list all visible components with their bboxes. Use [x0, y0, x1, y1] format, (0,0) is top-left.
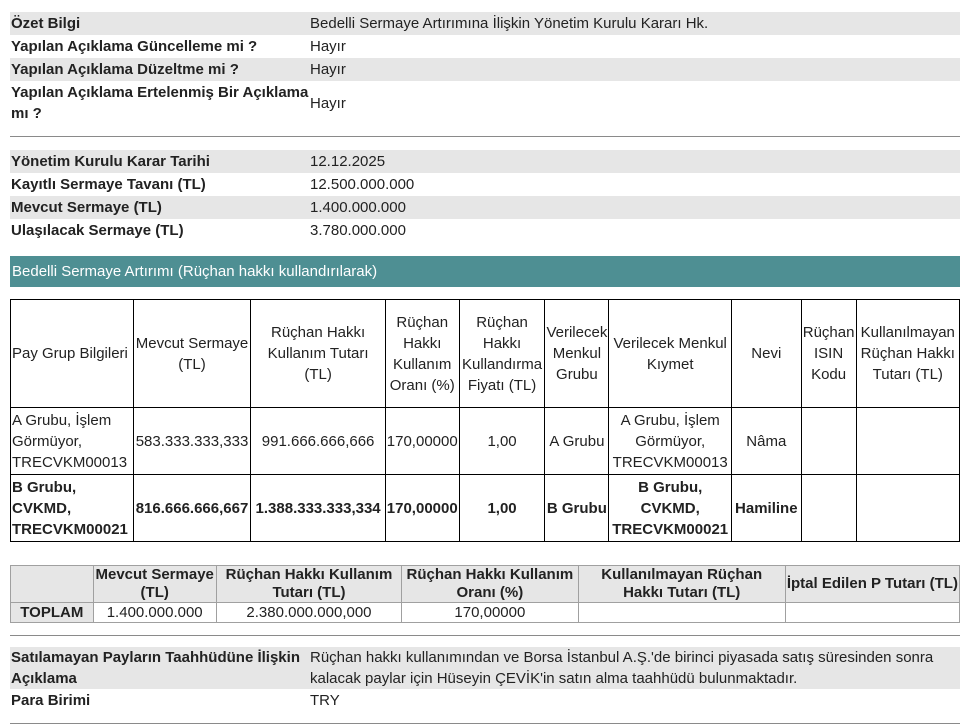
table-cell: A Grubu, İşlem Görmüyor, TRECVKM00013: [609, 408, 732, 475]
decision-date-label: Yönetim Kurulu Karar Tarihi: [11, 153, 210, 170]
table-header-cell: Mevcut Sermaye (TL): [133, 300, 251, 408]
separator: [10, 635, 960, 636]
table-cell: 170,00000: [385, 408, 459, 475]
totals-label: TOPLAM: [11, 603, 94, 623]
table-cell: B Grubu: [545, 475, 609, 542]
totals-cell: [578, 603, 785, 623]
table-row: [11, 475, 960, 542]
summary-value: Bedelli Sermaye Artırımına İlişkin Yönetim Kurulu Kararı Hk.: [310, 15, 709, 32]
table-header-cell: Rüçhan Hakkı Kullanım Oranı (%): [385, 300, 459, 408]
table-header-cell: Kullanılmayan Rüçhan Hakkı Tutarı (TL): [856, 300, 959, 408]
table-cell: 583.333.333,333: [133, 408, 251, 475]
table-cell: 1,00: [459, 408, 545, 475]
table-cell: [856, 475, 959, 542]
deferred-label: Yapılan Açıklama Ertelenmiş Bir Açıklama mı ?: [11, 84, 309, 122]
table-cell: 991.666.666,666: [251, 408, 385, 475]
section-title: Bedelli Sermaye Artırımı (Rüçhan hakkı kullandırılarak): [10, 256, 960, 287]
registered-capital-row: [10, 173, 960, 196]
table-header-cell: Rüçhan Hakkı Kullanım Tutarı (TL): [251, 300, 385, 408]
table-cell: 816.666.666,667: [133, 475, 251, 542]
target-capital-label: Ulaşılacak Sermaye (TL): [11, 222, 184, 239]
commitment-value: Rüçhan hakkı kullanımından ve Borsa İstanbul A.Ş.'de birinci piyasada satış süresinden sonra kalacak paylar için Hüseyin ÇEVİK'in satın alma taahhüdü bulunmaktadır.: [310, 649, 934, 687]
totals-header-cell: Mevcut Sermaye (TL): [93, 566, 216, 603]
table-row: [11, 408, 960, 475]
table-header-cell: Rüçhan ISIN Kodu: [801, 300, 856, 408]
totals-cell: 2.380.000.000,000: [216, 603, 401, 623]
summary-row: [10, 12, 960, 35]
separator: [10, 136, 960, 137]
currency-row: [10, 689, 960, 712]
table-cell: 170,00000: [385, 475, 459, 542]
summary-label: Özet Bilgi: [11, 15, 81, 32]
correction-value: Hayır: [310, 61, 346, 78]
table-cell: 1,00: [459, 475, 545, 542]
update-row: [10, 35, 960, 58]
table-header-cell: Pay Grup Bilgileri: [11, 300, 134, 408]
registered-capital-label: Kayıtlı Sermaye Tavanı (TL): [11, 176, 206, 193]
totals-header-row: [11, 566, 960, 603]
table-header-cell: Nevi: [732, 300, 802, 408]
target-capital-value: 3.780.000.000: [310, 222, 406, 239]
decision-date-value: 12.12.2025: [310, 153, 386, 170]
table-header-cell: Rüçhan Hakkı Kullandırma Fiyatı (TL): [459, 300, 545, 408]
totals-cell: 170,00000: [402, 603, 578, 623]
table-header-cell: Verilecek Menkul Kıymet: [609, 300, 732, 408]
separator: [10, 723, 960, 724]
correction-label: Yapılan Açıklama Düzeltme mi ?: [11, 61, 239, 78]
totals-cell: [785, 603, 959, 623]
totals-header-cell: Rüçhan Hakkı Kullanım Tutarı (TL): [216, 566, 401, 603]
table-cell: A Grubu, İşlem Görmüyor, TRECVKM00013: [11, 408, 134, 475]
update-value: Hayır: [310, 38, 346, 55]
table-cell: B Grubu, CVKMD, TRECVKM00021: [609, 475, 732, 542]
current-capital-label: Mevcut Sermaye (TL): [11, 199, 162, 216]
current-capital-row: [10, 196, 960, 219]
table-cell: [856, 408, 959, 475]
deferred-value: Hayır: [310, 94, 346, 112]
decision-date-row: [10, 150, 960, 173]
commitment-row: [10, 647, 960, 689]
table-header-cell: Verilecek Menkul Grubu: [545, 300, 609, 408]
target-capital-row: [10, 219, 960, 242]
correction-row: [10, 58, 960, 81]
totals-table: [10, 565, 960, 623]
table-cell: B Grubu, CVKMD, TRECVKM00021: [11, 475, 134, 542]
table-header-row: [11, 300, 960, 408]
totals-header-cell: Rüçhan Hakkı Kullanım Oranı (%): [402, 566, 578, 603]
deferred-row: [10, 81, 960, 125]
totals-row: [11, 603, 960, 623]
registered-capital-value: 12.500.000.000: [310, 176, 415, 193]
table-cell: Nâma: [732, 408, 802, 475]
update-label: Yapılan Açıklama Güncelleme mi ?: [11, 38, 258, 55]
totals-header-cell: İptal Edilen P Tutarı (TL): [785, 566, 959, 603]
current-capital-value: 1.400.000.000: [310, 199, 406, 216]
share-group-table: [10, 299, 960, 542]
table-cell: [801, 475, 856, 542]
currency-value: TRY: [310, 692, 340, 709]
currency-label: Para Birimi: [11, 692, 91, 709]
totals-header-cell: [11, 566, 94, 603]
table-cell: Hamiline: [732, 475, 802, 542]
totals-cell: 1.400.000.000: [93, 603, 216, 623]
commitment-label: Satılamayan Payların Taahhüdüne İlişkin Açıklama: [11, 649, 300, 687]
table-cell: [801, 408, 856, 475]
totals-header-cell: Kullanılmayan Rüçhan Hakkı Tutarı (TL): [578, 566, 785, 603]
table-cell: A Grubu: [545, 408, 609, 475]
table-cell: 1.388.333.333,334: [251, 475, 385, 542]
